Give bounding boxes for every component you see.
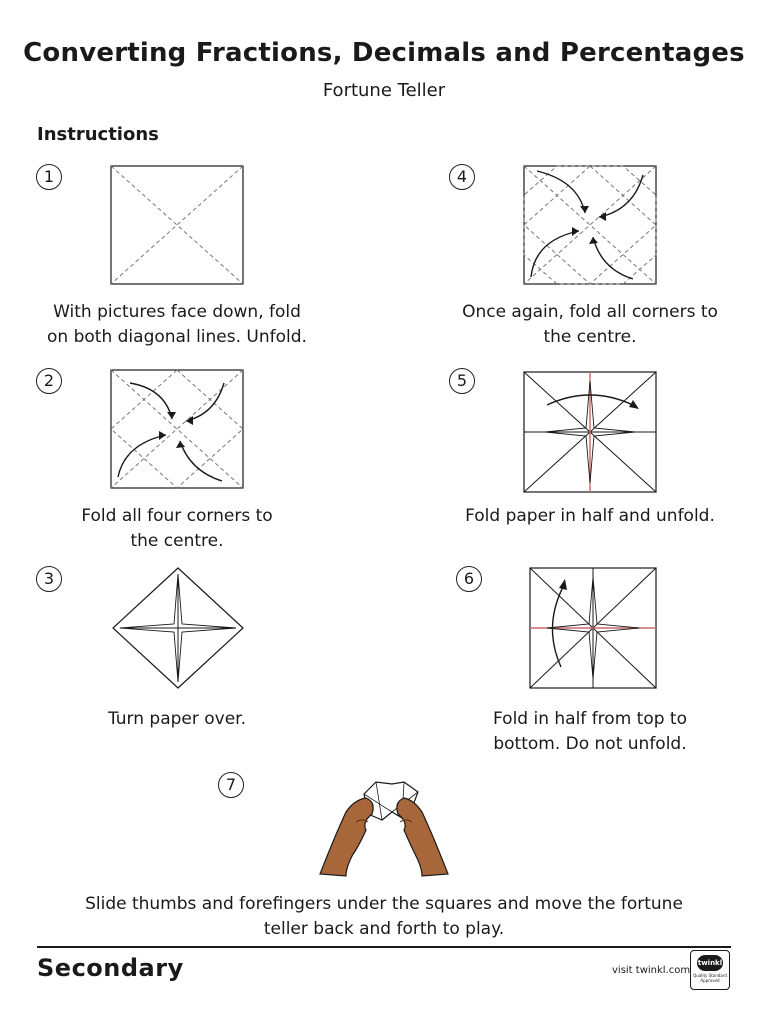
step-4-diagram	[523, 165, 657, 285]
step-6-caption	[430, 707, 750, 757]
step-6-diagram	[529, 567, 657, 689]
step-3-caption	[17, 707, 337, 732]
step-5-diagram	[523, 371, 657, 493]
step-number-5: 5	[449, 368, 475, 394]
step-3-diagram	[110, 566, 246, 690]
step-number-7: 7	[218, 772, 244, 798]
badge-logo: twinkl	[697, 955, 723, 971]
footer-brand: Secondary	[37, 954, 184, 982]
step-1-caption-line1: With pictures face down, fold	[53, 302, 301, 322]
step-2-diagram	[110, 369, 244, 489]
footer-visit-link[interactable]: visit twinkl.com	[612, 965, 691, 976]
step-7-caption-line2: teller back and forth to play.	[263, 919, 505, 939]
step-6-caption-line1: Fold in half from top to	[493, 709, 687, 729]
step-5-caption-line1: Fold paper in half and unfold.	[465, 506, 715, 526]
step-number-2: 2	[36, 368, 62, 394]
step-2-caption	[17, 504, 337, 554]
step-6-caption-line2: bottom. Do not unfold.	[493, 734, 687, 754]
step-5-caption	[430, 504, 750, 529]
step-number-3: 3	[36, 566, 62, 592]
step-3-caption-line1: Turn paper over.	[107, 709, 247, 729]
step-number-6: 6	[456, 566, 482, 592]
badge-text: Quality Standard Approved	[693, 973, 727, 983]
step-number-4: 4	[449, 164, 475, 190]
page-title: Converting Fractions, Decimals and Percentages	[23, 38, 745, 68]
footer-divider	[37, 946, 731, 948]
step-4-caption-line1: Once again, fold all corners to	[462, 302, 718, 322]
hands-fortune-teller-icon	[316, 778, 452, 878]
step-1-caption-line2: on both diagonal lines. Unfold.	[47, 327, 307, 347]
step-2-caption-line2: the centre.	[130, 531, 224, 551]
page-subtitle: Fortune Teller	[322, 80, 446, 101]
step-7-caption	[34, 892, 734, 942]
step-7-caption-line1: Slide thumbs and forefingers under the squares and move the fortune	[85, 894, 683, 914]
quality-badge-icon	[690, 950, 730, 990]
step-1-diagram	[110, 165, 244, 285]
step-2-caption-line1: Fold all four corners to	[81, 506, 273, 526]
section-heading: Instructions	[37, 124, 159, 145]
step-number-1: 1	[36, 164, 62, 190]
step-4-caption-line2: the centre.	[543, 327, 637, 347]
step-1-caption	[17, 300, 337, 350]
step-4-caption	[430, 300, 750, 350]
